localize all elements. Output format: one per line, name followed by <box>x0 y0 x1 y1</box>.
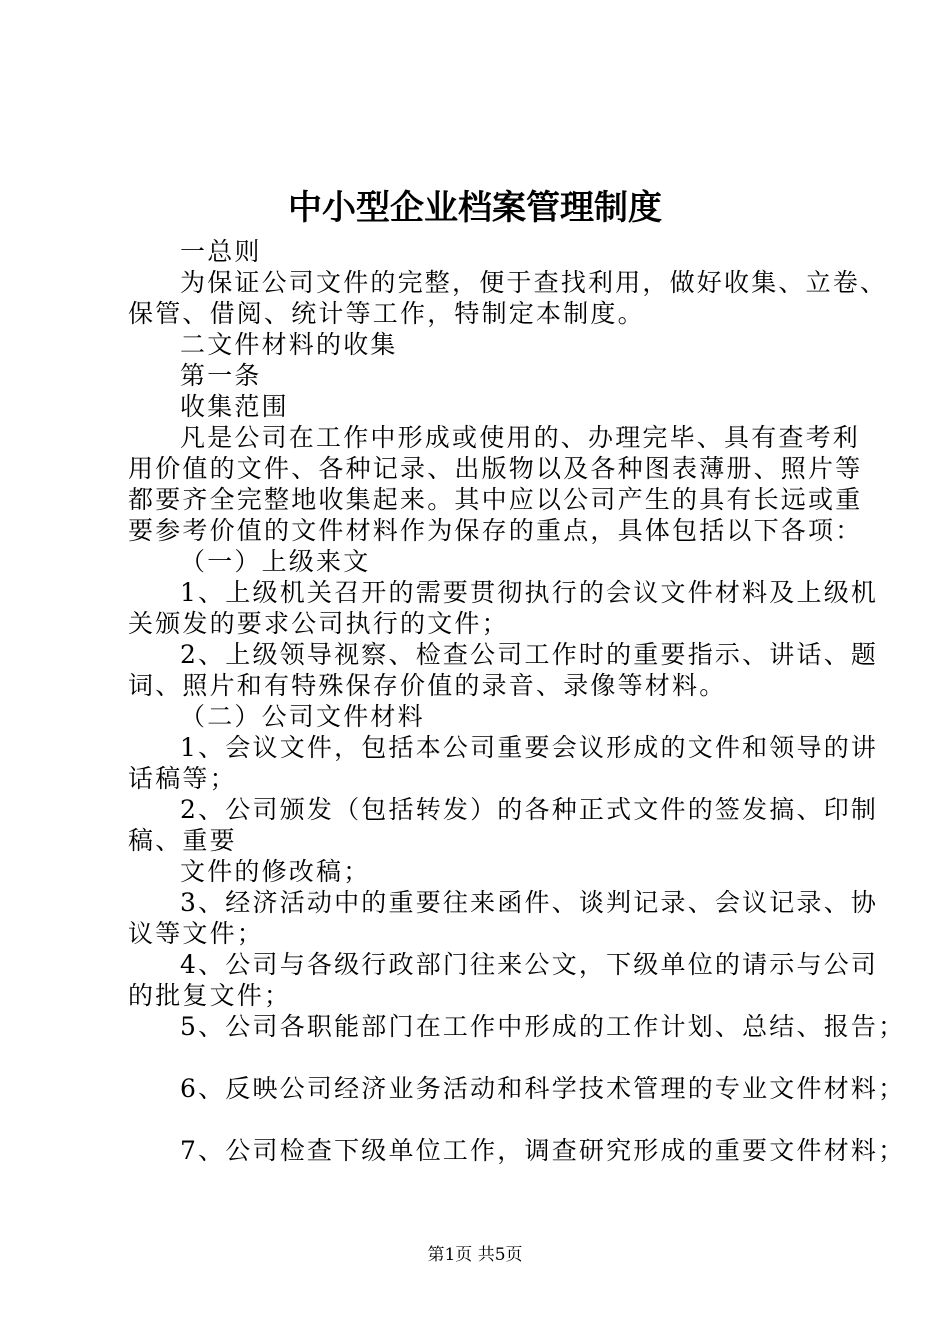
blank-line <box>128 1042 840 1073</box>
list-item-line: 1、会议文件，包括本公司重要会议形成的文件和领导的讲 <box>180 733 879 762</box>
paragraph-line: 凡是公司在工作中形成或使用的、办理完毕、具有查考利 <box>180 423 861 452</box>
paragraph-line: 都要齐全完整地收集起来。其中应以公司产生的具有长远或重 <box>128 485 863 514</box>
page-footer: 第1页 共5页 <box>427 1245 523 1265</box>
list-item-line: 3、经济活动中的重要往来函件、谈判记录、会议记录、协 <box>180 888 879 917</box>
list-item-line: 1、上级机关召开的需要贯彻执行的会议文件材料及上级机 <box>180 578 879 607</box>
list-item-line: 5、公司各职能部门在工作中形成的工作计划、总结、报告； <box>180 1012 906 1041</box>
list-item-line: 7、公司检查下级单位工作，调查研究形成的重要文件材料； <box>180 1136 906 1165</box>
article-subheading: 收集范围 <box>180 392 289 421</box>
list-item-line: 2、上级领导视察、检查公司工作时的重要指示、讲话、题 <box>180 640 879 669</box>
list-item-line: 4、公司与各级行政部门往来公文，下级单位的请示与公司 <box>180 950 879 979</box>
list-item-line: 文件的修改稿； <box>180 857 371 886</box>
list-item-line: 议等文件； <box>128 919 265 948</box>
blank-line <box>128 1104 840 1135</box>
document-title: 中小型企业档案管理制度 <box>288 188 662 228</box>
document-body <box>128 236 906 1166</box>
list-item-line: 词、照片和有特殊保存价值的录音、录像等材料。 <box>128 671 727 700</box>
list-item-line: 稿、重要 <box>128 826 237 855</box>
section-heading: 一总则 <box>180 237 262 266</box>
list-item-line: 2、公司颁发（包括转发）的各种正式文件的签发搞、印制 <box>180 795 879 824</box>
section-heading: 二文件材料的收集 <box>180 330 398 359</box>
subsection-heading: （一）上级来文 <box>180 547 371 576</box>
paragraph-line: 为保证公司文件的完整，便于查找利用，做好收集、立卷、 <box>180 268 888 297</box>
paragraph-line: 保管、借阅、统计等工作，特制定本制度。 <box>128 299 645 328</box>
list-item-line: 话稿等； <box>128 764 237 793</box>
paragraph-line: 用价值的文件、各种记录、出版物以及各种图表薄册、照片等 <box>128 454 863 483</box>
list-item-line: 的批复文件； <box>128 981 292 1010</box>
list-item-line: 6、反映公司经济业务活动和科学技术管理的专业文件材料； <box>180 1074 906 1103</box>
subsection-heading: （二）公司文件材料 <box>180 702 425 731</box>
paragraph-line: 要参考价值的文件材料作为保存的重点，具体包括以下各项： <box>128 516 863 545</box>
list-item-line: 关颁发的要求公司执行的文件； <box>128 609 509 638</box>
article-heading: 第一条 <box>180 361 262 390</box>
